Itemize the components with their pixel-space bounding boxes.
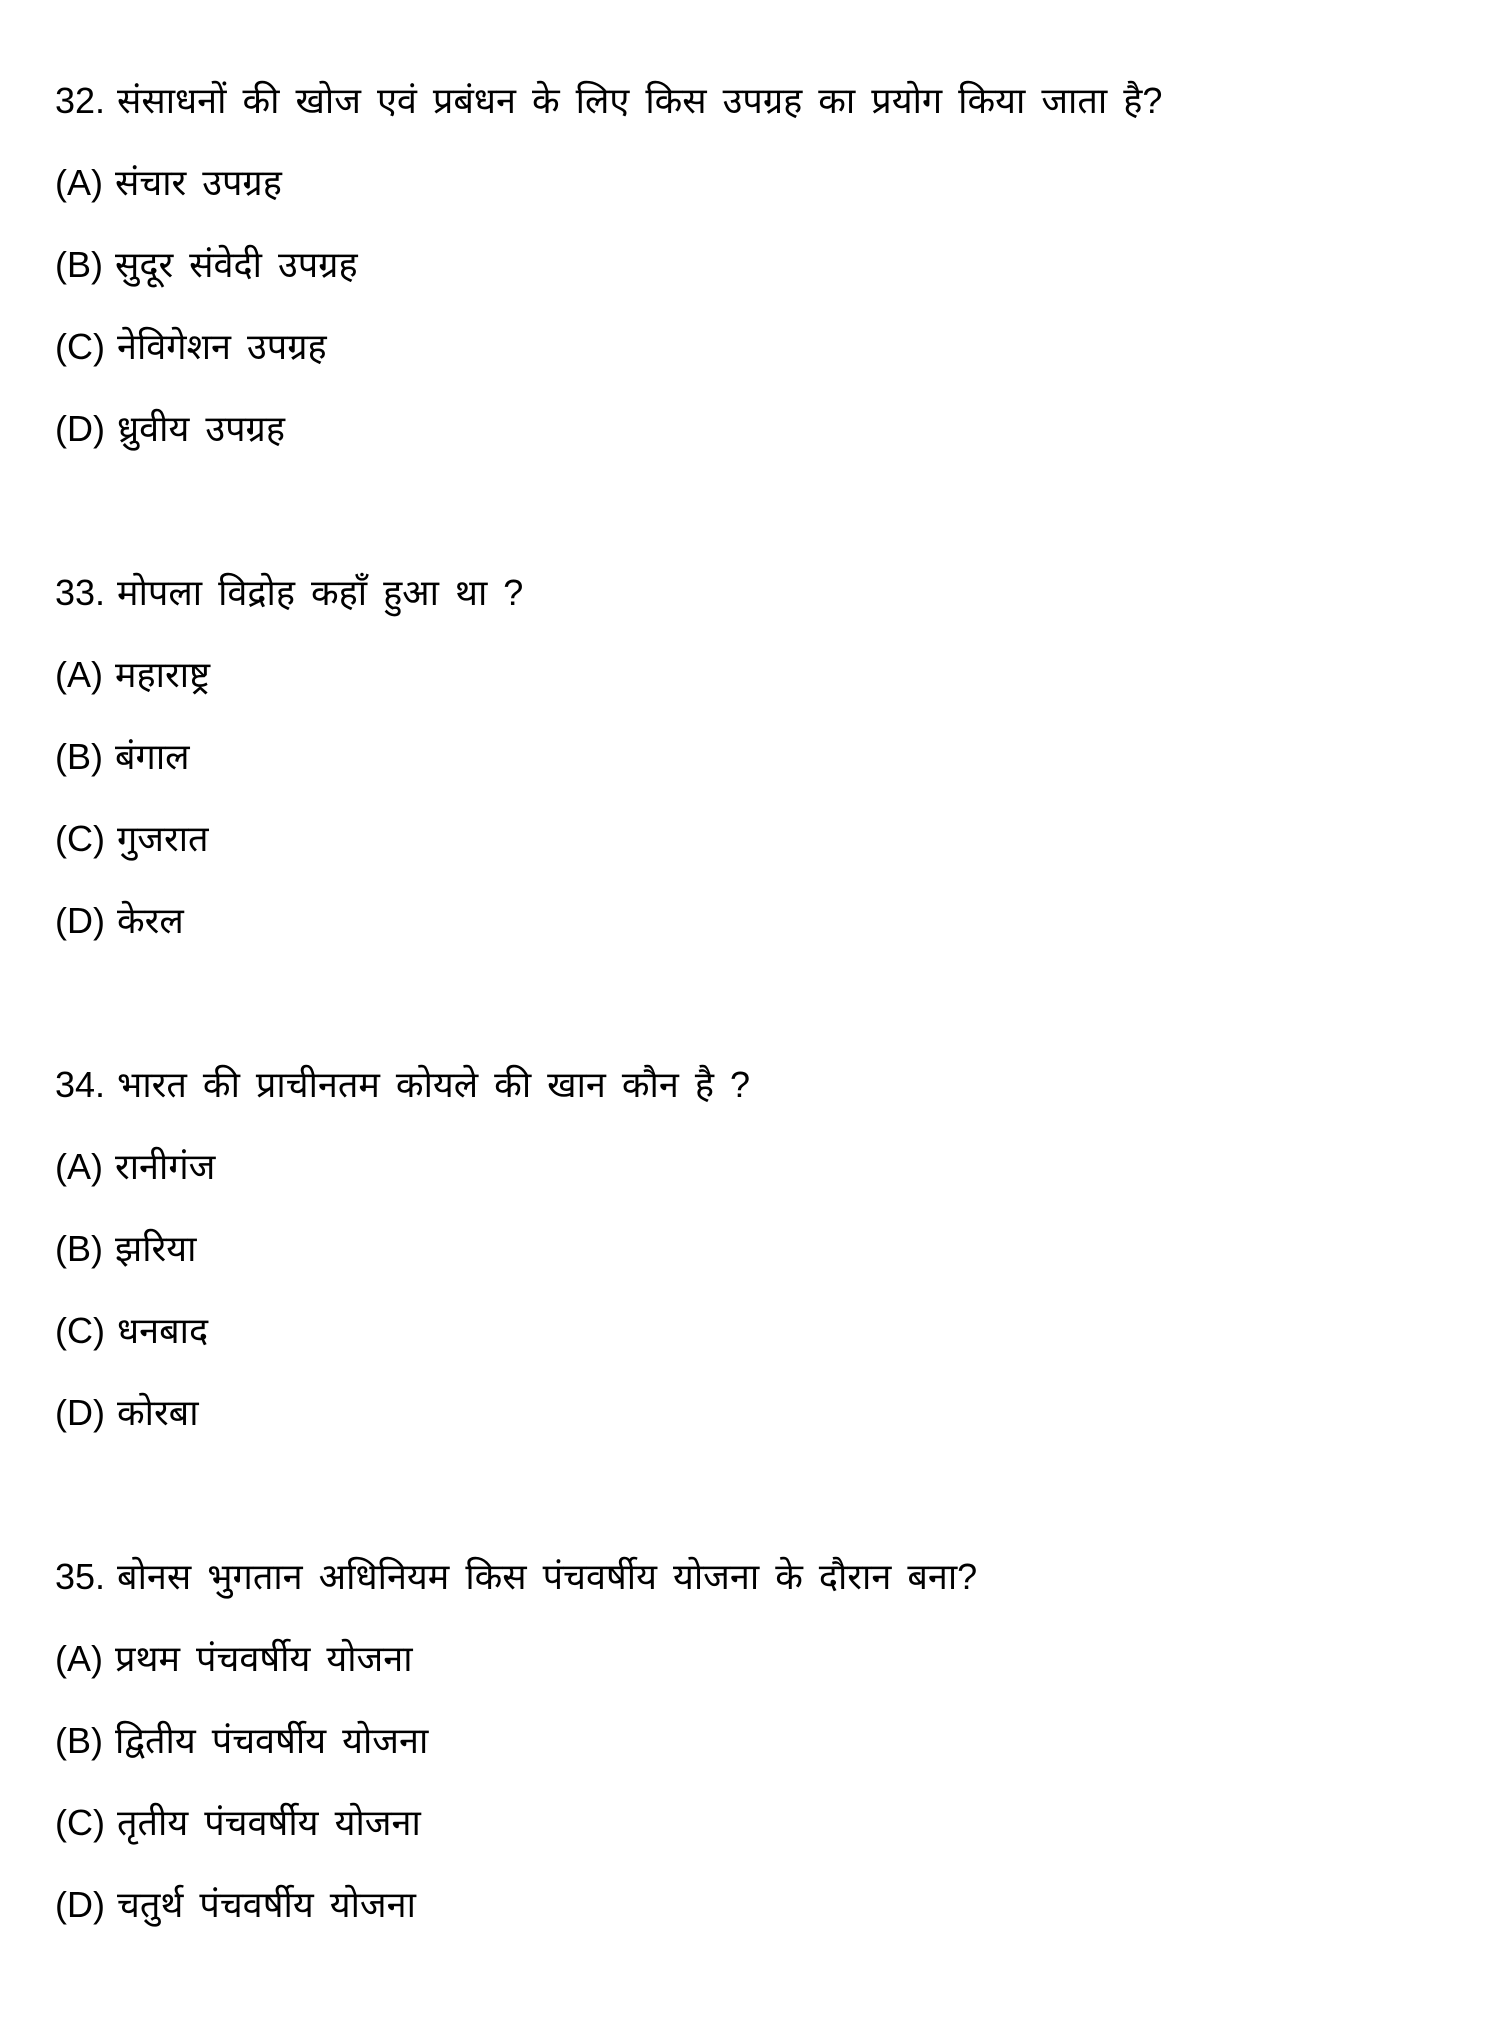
option-text: चतुर्थ पंचवर्षीय योजना <box>116 1884 416 1925</box>
option-text: केरल <box>116 900 184 941</box>
question-block <box>55 552 1465 962</box>
question-body: संसाधनों की खोज एवं प्रबंधन के लिए किस उपग्रह का प्रयोग किया जाता है? <box>117 80 1163 121</box>
question-number: 34. <box>55 1064 106 1105</box>
question-body: मोपला विद्रोह कहाँ हुआ था ? <box>117 572 524 613</box>
option-label: (B) <box>55 1228 103 1269</box>
option-label: (B) <box>55 1720 103 1761</box>
option-label: (C) <box>55 1310 105 1351</box>
question-text <box>55 1536 1465 1618</box>
option-text: बंगाल <box>115 736 190 777</box>
option-label: (D) <box>55 1884 105 1925</box>
question-number: 35. <box>55 1556 106 1597</box>
question-body: भारत की प्राचीनतम कोयले की खान कौन है ? <box>117 1064 751 1105</box>
answer-option <box>55 1618 1465 1700</box>
question-block <box>55 1536 1465 1946</box>
answer-option <box>55 1208 1465 1290</box>
option-label: (C) <box>55 1802 105 1843</box>
option-text: धनबाद <box>116 1310 209 1351</box>
question-body: बोनस भुगतान अधिनियम किस पंचवर्षीय योजना के दौरान बना? <box>117 1556 978 1597</box>
answer-option <box>55 880 1465 962</box>
answer-option <box>55 1864 1465 1946</box>
option-label: (A) <box>55 1638 103 1679</box>
answer-option <box>55 1700 1465 1782</box>
answer-option <box>55 142 1465 224</box>
answer-option <box>55 388 1465 470</box>
option-text: प्रथम पंचवर्षीय योजना <box>115 1638 413 1679</box>
option-label: (A) <box>55 1146 103 1187</box>
option-label: (D) <box>55 408 105 449</box>
option-text: तृतीय पंचवर्षीय योजना <box>116 1802 421 1843</box>
option-label: (B) <box>55 736 103 777</box>
option-text: संचार उपग्रह <box>115 162 282 203</box>
answer-option <box>55 1290 1465 1372</box>
answer-option <box>55 306 1465 388</box>
option-text: रानीगंज <box>115 1146 216 1187</box>
option-label: (C) <box>55 818 105 859</box>
answer-option <box>55 1126 1465 1208</box>
option-label: (D) <box>55 900 105 941</box>
answer-option <box>55 716 1465 798</box>
option-label: (C) <box>55 326 105 367</box>
question-block <box>55 1044 1465 1454</box>
option-label: (A) <box>55 162 103 203</box>
option-label: (B) <box>55 244 103 285</box>
answer-option <box>55 1782 1465 1864</box>
option-label: (D) <box>55 1392 105 1433</box>
option-label: (A) <box>55 654 103 695</box>
question-page <box>55 60 1465 2028</box>
question-text <box>55 1044 1465 1126</box>
question-block <box>55 60 1465 470</box>
question-text <box>55 552 1465 634</box>
option-text: महाराष्ट्र <box>115 654 211 695</box>
answer-option <box>55 798 1465 880</box>
option-text: गुजरात <box>116 818 209 859</box>
option-text: द्वितीय पंचवर्षीय योजना <box>115 1720 429 1761</box>
option-text: कोरबा <box>116 1392 199 1433</box>
option-text: नेविगेशन उपग्रह <box>116 326 327 367</box>
answer-option <box>55 1372 1465 1454</box>
option-text: झरिया <box>115 1228 197 1269</box>
option-text: ध्रुवीय उपग्रह <box>116 408 285 449</box>
question-text <box>55 60 1465 142</box>
option-text: सुदूर संवेदी उपग्रह <box>115 244 358 285</box>
question-number: 32. <box>55 80 106 121</box>
answer-option <box>55 634 1465 716</box>
question-number: 33. <box>55 572 106 613</box>
answer-option <box>55 224 1465 306</box>
